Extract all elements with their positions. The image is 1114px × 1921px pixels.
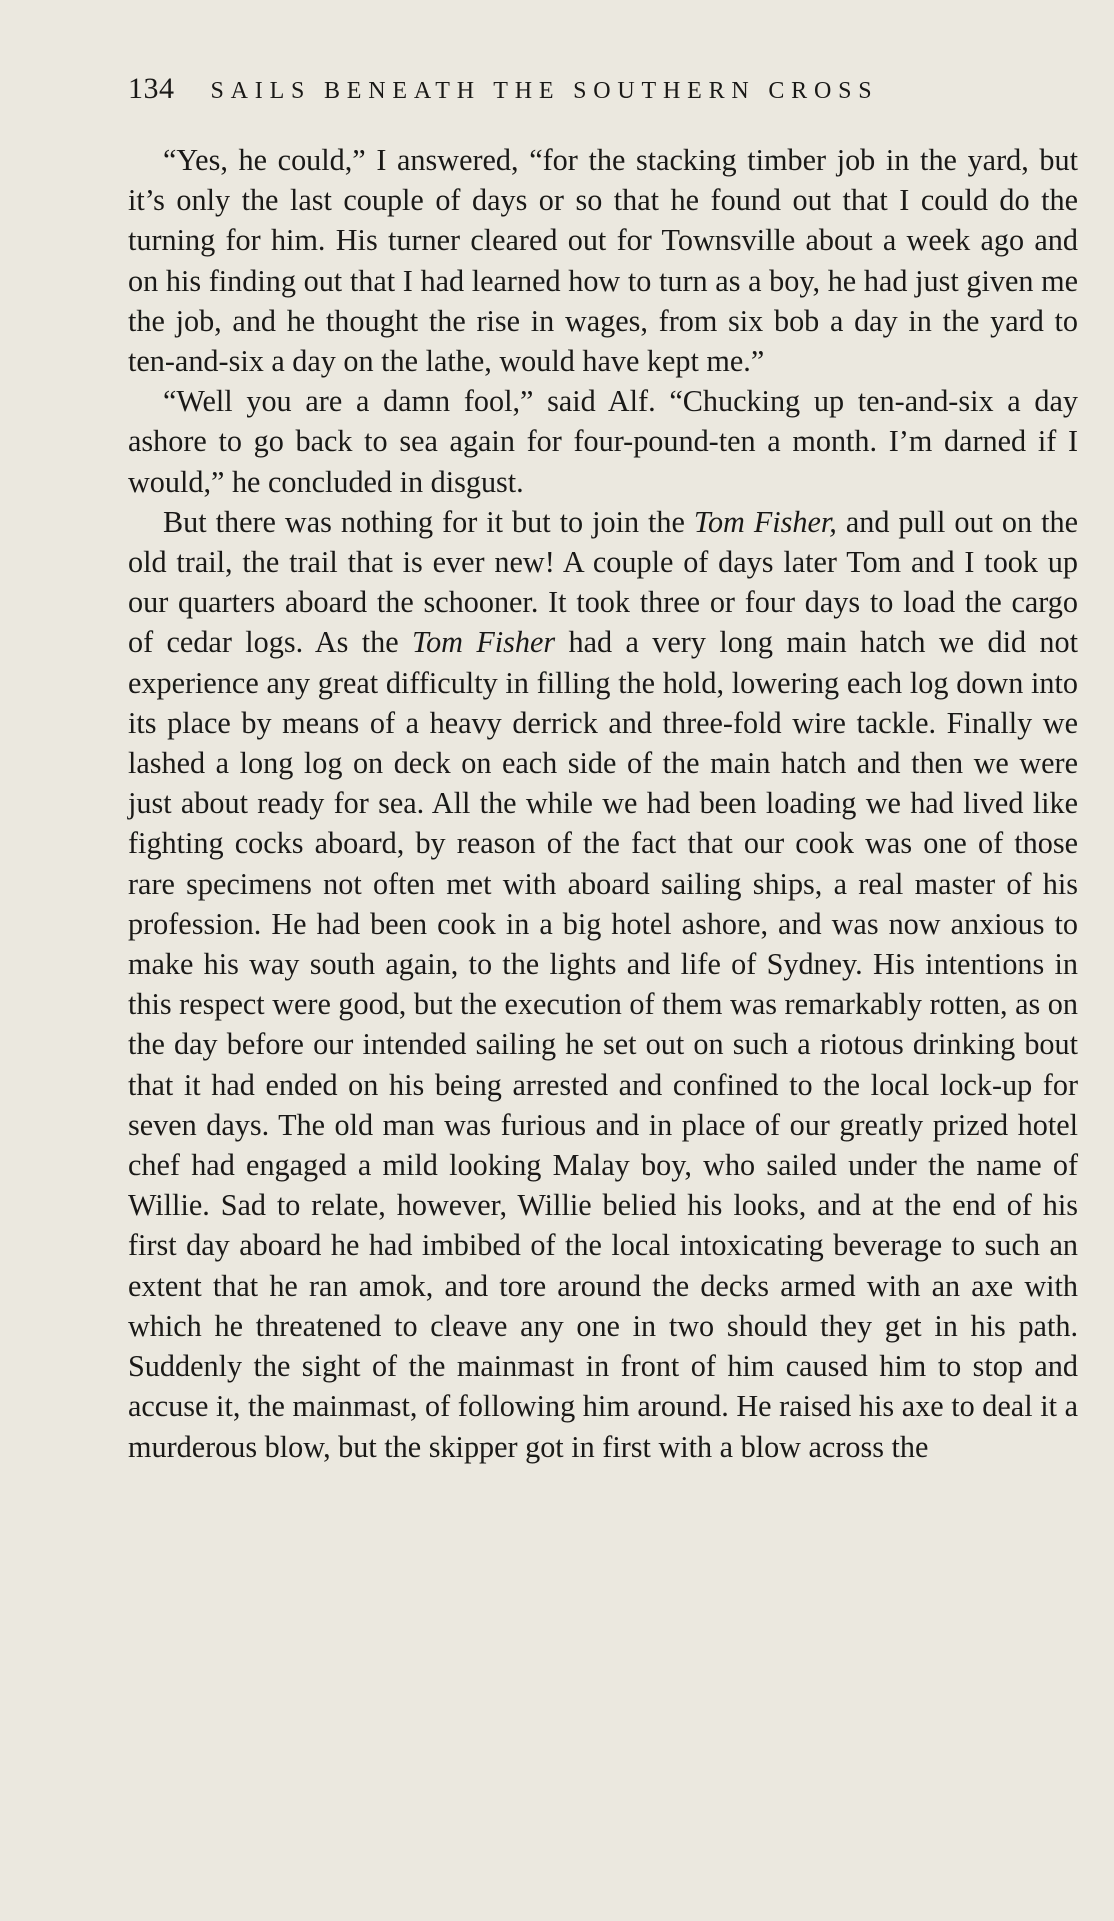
running-title: SAILS BENEATH THE SOUTHERN CROSS bbox=[210, 78, 879, 104]
paragraph-2: “Well you are a damn fool,” said Alf. “Chucking up ten-and-six a day ashore to go back to sea again for four-pound-ten a month. I’m darned if I would,” he concluded in disgust. bbox=[128, 384, 1078, 499]
page-number: 134 bbox=[128, 72, 175, 105]
paragraph-3 bbox=[128, 502, 1078, 1467]
body-text bbox=[128, 140, 1078, 1467]
paragraph-3-part-2: and pull out on the old trail, the trail that is ever new! A couple of days later Tom and I took up our quarters aboard the schooner. It took three or four days to load the cargo of cedar logs. As the bbox=[128, 504, 1078, 660]
paragraph-3-part-1: But there was nothing for it but to join the bbox=[163, 504, 694, 539]
paragraph-1: “Yes, he could,” I answered, “for the stacking timber job in the yard, but it’s only the last couple of days or so that he found out that I could do the turning for him. His turner cleared out for Townsville about a week ago and on his finding out that I had learned how to turn as a boy, he had just given me the job, and he thought the rise in wages, from six bob a day in the yard to ten-and-six a day on the lathe, would have kept me.” bbox=[128, 143, 1078, 379]
ship-name-italic: Tom Fisher, bbox=[693, 504, 837, 539]
running-head bbox=[128, 72, 1028, 116]
paragraph-3-part-3: had a very long main hatch we did not experience any great difficulty in filling the hold, lowering each log down into its place by means of a heavy derrick and three-fold wire tackle. Finally we lashed a long log on deck on each side of the main hatch and then we were just about ready for sea. All the while we had been loading we had lived like fighting cocks aboard, by reason of the fact that our cook was one of those rare specimens not often met with aboard sailing ships, a real master of his profession. He had been cook in a big hotel ashore, and was now anxious to make his way south again, to the lights and life of Sydney. His intentions in this respect were good, but the execution of them was remarkably rotten, as on the day before our intended sailing he set out on such a riotous drinking bout that it had ended on his being arrested and confined to the local lock-up for seven days. The old man was furious and in place of our greatly prized hotel chef had engaged a mild looking Malay boy, who sailed under the name of Willie. Sad to relate, however, Willie belied his looks, and at the end of his first day aboard he had imbibed of the local intoxicating beverage to such an extent that he ran amok, and tore around the decks armed with an axe with which he threatened to cleave any one in two should they get in his path. Suddenly the sight of the mainmast in front of him caused him to stop and accuse it, the mainmast, of following him around. He raised his axe to deal it a murderous blow, but the skipper got in first with a blow across the bbox=[128, 625, 1079, 1464]
ship-name-italic: Tom Fisher bbox=[412, 625, 556, 660]
